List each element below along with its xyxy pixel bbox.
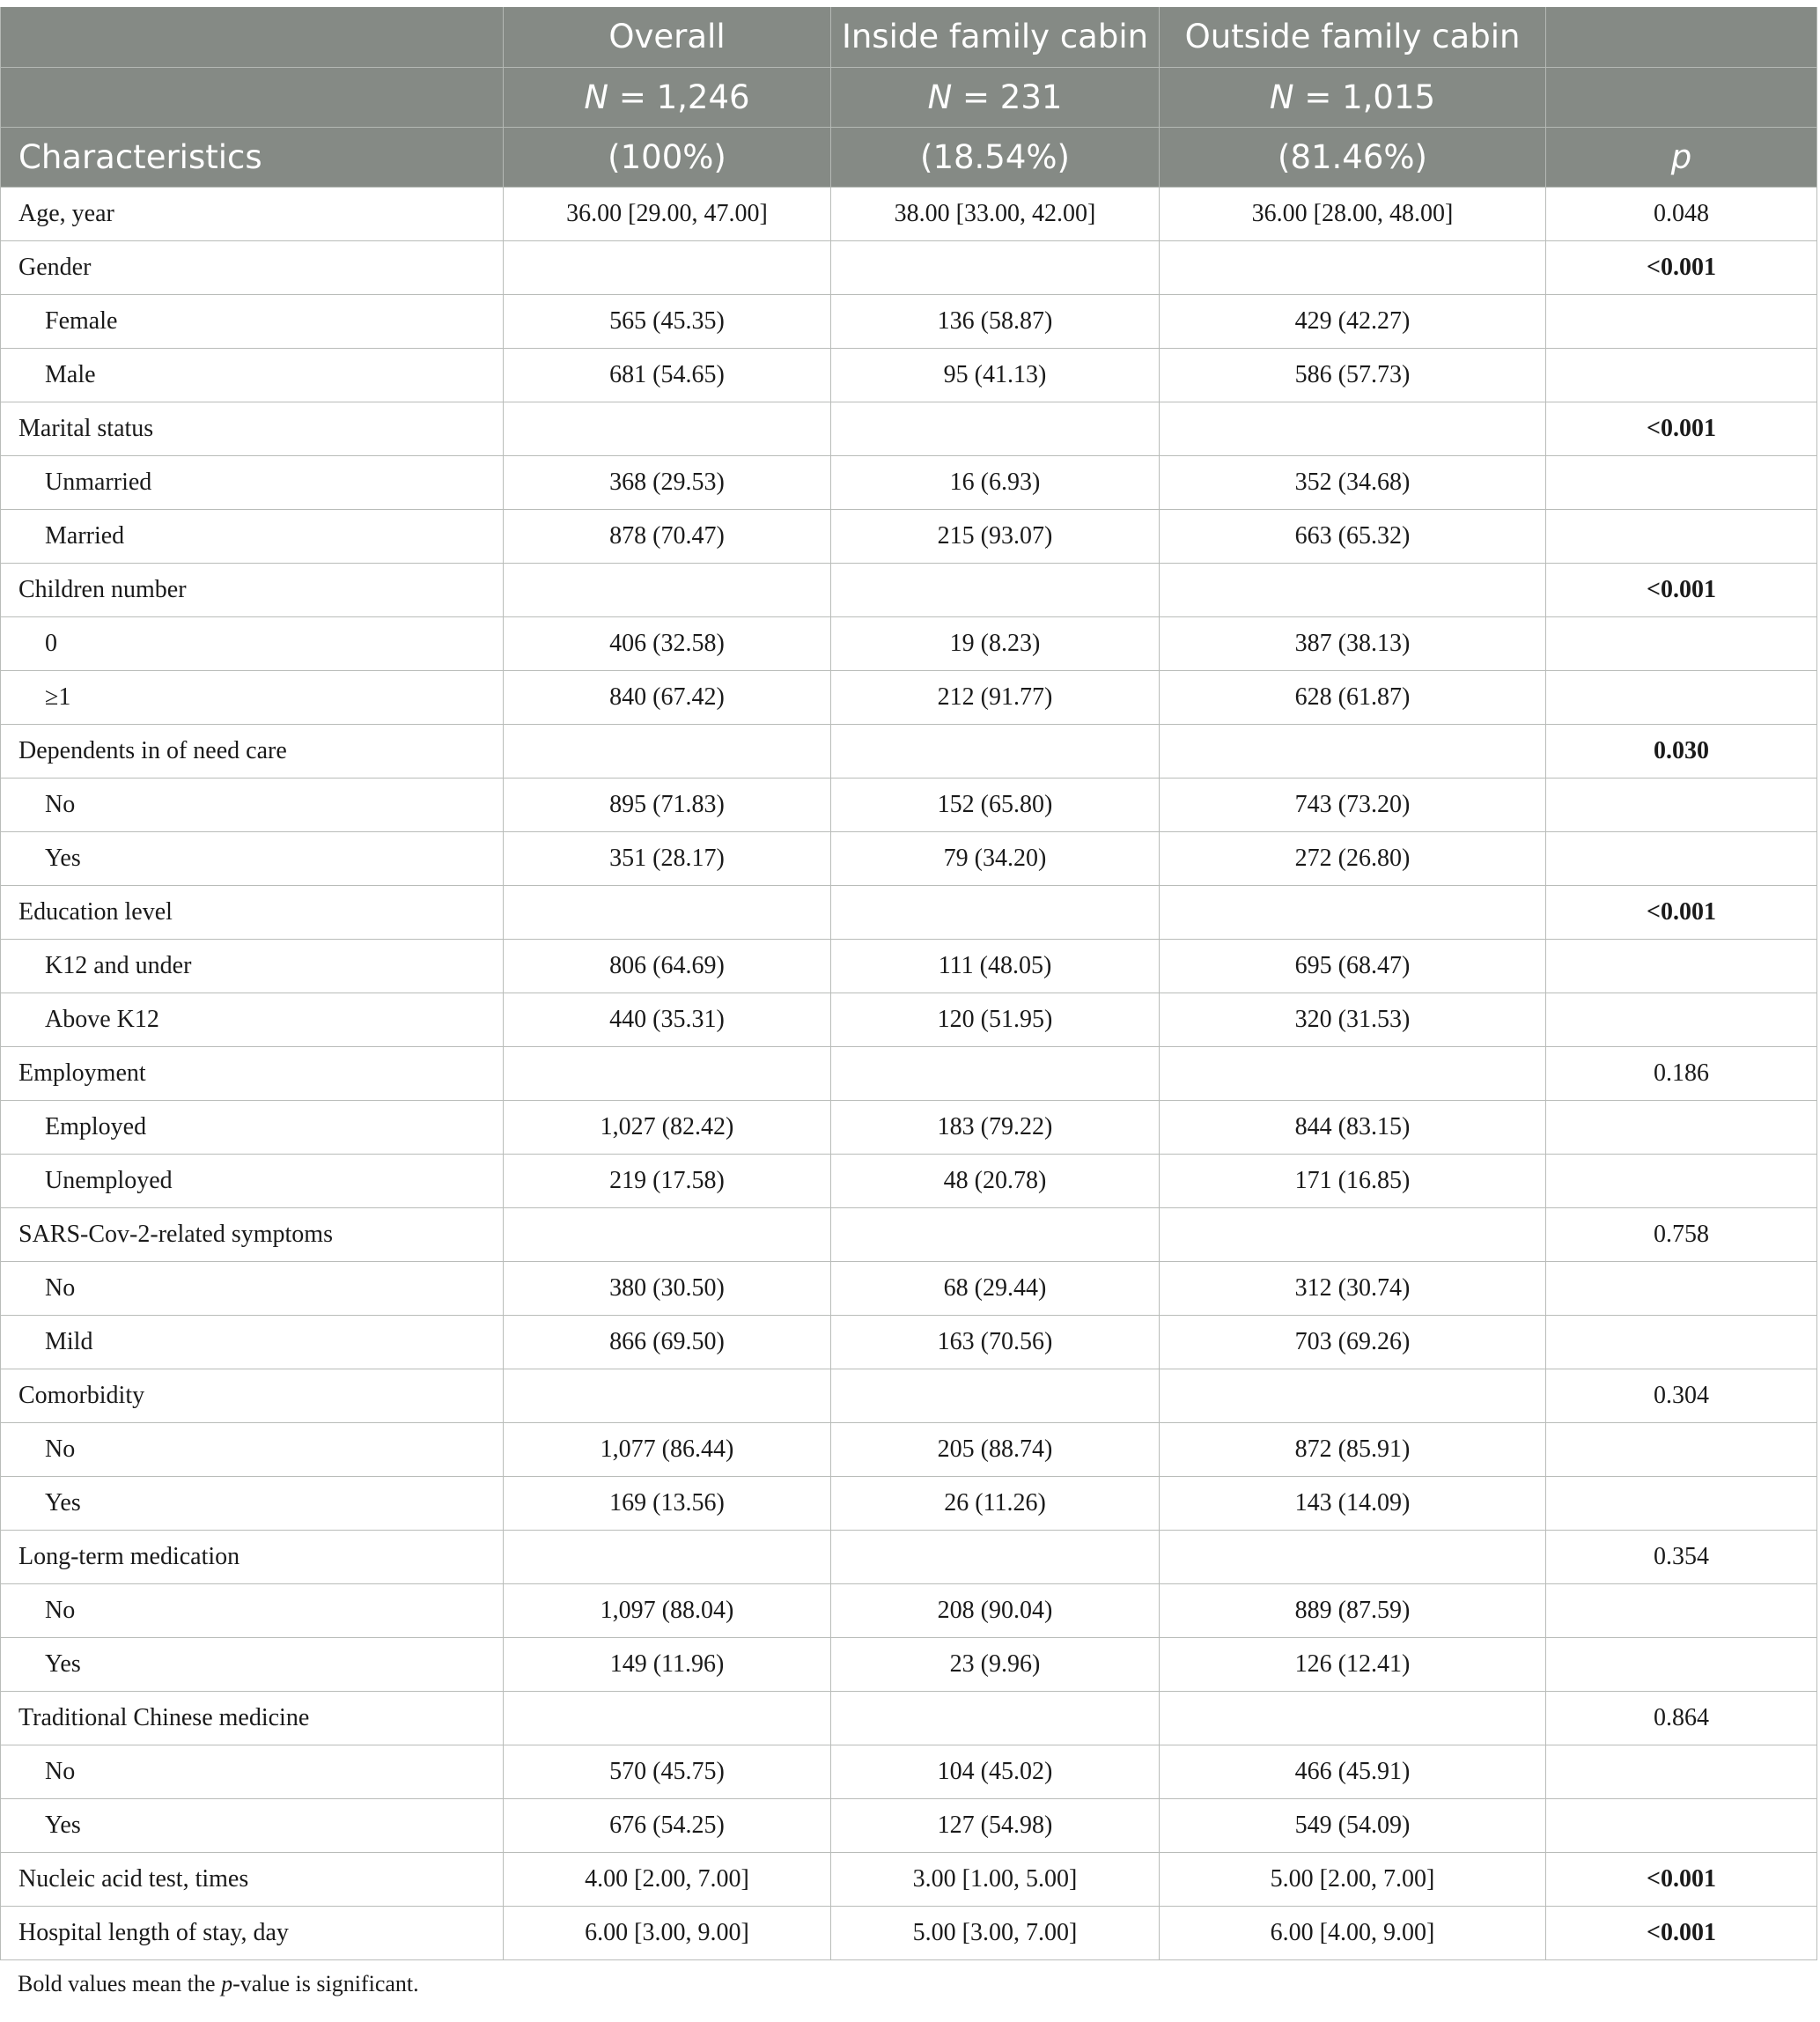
cell-overall: 351 (28.17) [504, 831, 831, 885]
cell-p-value [1546, 1100, 1817, 1154]
cell-p-value [1546, 294, 1817, 348]
cell-p-value [1546, 1315, 1817, 1369]
header-n-outside [1160, 67, 1546, 127]
header-pct-outside: (81.46%) [1160, 127, 1546, 187]
cell-outside [1160, 724, 1546, 778]
cell-outside [1160, 1691, 1546, 1745]
table-subrow [1, 670, 1817, 724]
cell-outside: 586 (57.73) [1160, 348, 1546, 402]
cell-outside: 126 (12.41) [1160, 1637, 1546, 1691]
cell-overall: 806 (64.69) [504, 939, 831, 993]
cell-characteristic: No [1, 1745, 504, 1798]
cell-inside: 5.00 [3.00, 7.00] [831, 1906, 1160, 1959]
cell-overall: 368 (29.53) [504, 455, 831, 509]
header-outside: Outside family cabin [1160, 7, 1546, 67]
cell-overall: 1,097 (88.04) [504, 1583, 831, 1637]
header-p-value [1546, 127, 1817, 187]
cell-inside: 19 (8.23) [831, 616, 1160, 670]
cell-outside: 549 (54.09) [1160, 1798, 1546, 1852]
cell-characteristic: Hospital length of stay, day [1, 1906, 504, 1959]
cell-overall [504, 1691, 831, 1745]
cell-characteristic: 0 [1, 616, 504, 670]
cell-inside: 3.00 [1.00, 5.00] [831, 1852, 1160, 1906]
footnote-italic: p [221, 1971, 233, 1996]
cell-inside: 208 (90.04) [831, 1583, 1160, 1637]
table-row [1, 885, 1817, 939]
table-subrow [1, 1154, 1817, 1207]
table-subrow [1, 1261, 1817, 1315]
cell-p-value: <0.001 [1546, 885, 1817, 939]
cell-outside: 352 (34.68) [1160, 455, 1546, 509]
cell-overall: 1,027 (82.42) [504, 1100, 831, 1154]
cell-p-value [1546, 1261, 1817, 1315]
header-characteristics: Characteristics [1, 127, 504, 187]
cell-characteristic: No [1, 778, 504, 831]
header-row-groups [1, 7, 1817, 67]
header-row-pct [1, 127, 1817, 187]
header-empty [1, 7, 504, 67]
cell-p-value: 0.304 [1546, 1369, 1817, 1422]
cell-overall [504, 885, 831, 939]
cell-overall [504, 563, 831, 616]
cell-outside: 429 (42.27) [1160, 294, 1546, 348]
cell-p-value: 0.186 [1546, 1046, 1817, 1100]
cell-characteristic: Age, year [1, 187, 504, 240]
cell-p-value [1546, 1798, 1817, 1852]
cell-p-value [1546, 1476, 1817, 1530]
cell-overall: 406 (32.58) [504, 616, 831, 670]
n-value: = 1,015 [1293, 77, 1436, 116]
cell-outside: 844 (83.15) [1160, 1100, 1546, 1154]
cell-p-value: <0.001 [1546, 1906, 1817, 1959]
table-row [1, 1906, 1817, 1959]
cell-overall: 4.00 [2.00, 7.00] [504, 1852, 831, 1906]
cell-inside: 68 (29.44) [831, 1261, 1160, 1315]
cell-p-value [1546, 939, 1817, 993]
cell-outside: 6.00 [4.00, 9.00] [1160, 1906, 1546, 1959]
cell-overall: 570 (45.75) [504, 1745, 831, 1798]
table-subrow [1, 455, 1817, 509]
cell-overall [504, 1046, 831, 1100]
cell-inside [831, 563, 1160, 616]
header-n-inside [831, 67, 1160, 127]
cell-p-value [1546, 1154, 1817, 1207]
table-body [1, 187, 1817, 1959]
cell-inside: 23 (9.96) [831, 1637, 1160, 1691]
header-pct-inside: (18.54%) [831, 127, 1160, 187]
cell-p-value [1546, 455, 1817, 509]
cell-inside [831, 1207, 1160, 1261]
cell-inside [831, 1530, 1160, 1583]
cell-inside [831, 1046, 1160, 1100]
cell-p-value [1546, 670, 1817, 724]
cell-outside: 889 (87.59) [1160, 1583, 1546, 1637]
cell-inside: 120 (51.95) [831, 993, 1160, 1046]
table-subrow [1, 1745, 1817, 1798]
cell-inside: 111 (48.05) [831, 939, 1160, 993]
cell-p-value [1546, 1422, 1817, 1476]
cell-inside [831, 240, 1160, 294]
cell-inside: 136 (58.87) [831, 294, 1160, 348]
cell-characteristic: Male [1, 348, 504, 402]
n-value: = 1,246 [608, 77, 750, 116]
cell-inside: 38.00 [33.00, 42.00] [831, 187, 1160, 240]
cell-p-value [1546, 993, 1817, 1046]
cell-characteristic: No [1, 1583, 504, 1637]
header-p-empty [1546, 7, 1817, 67]
cell-characteristic: Employed [1, 1100, 504, 1154]
cell-outside [1160, 563, 1546, 616]
cell-overall [504, 724, 831, 778]
cell-characteristic: Mild [1, 1315, 504, 1369]
cell-inside: 215 (93.07) [831, 509, 1160, 563]
cell-overall: 149 (11.96) [504, 1637, 831, 1691]
header-n-overall [504, 67, 831, 127]
cell-characteristic: SARS-Cov-2-related symptoms [1, 1207, 504, 1261]
cell-p-value: 0.048 [1546, 187, 1817, 240]
cell-inside: 152 (65.80) [831, 778, 1160, 831]
table-subrow [1, 348, 1817, 402]
cell-p-value: 0.758 [1546, 1207, 1817, 1261]
cell-outside [1160, 885, 1546, 939]
cell-outside: 466 (45.91) [1160, 1745, 1546, 1798]
footnote-before: Bold values mean the [18, 1971, 222, 1996]
cell-outside [1160, 1530, 1546, 1583]
cell-outside: 387 (38.13) [1160, 616, 1546, 670]
table-row [1, 187, 1817, 240]
cell-p-value [1546, 348, 1817, 402]
cell-p-value [1546, 616, 1817, 670]
cell-overall: 380 (30.50) [504, 1261, 831, 1315]
cell-p-value: <0.001 [1546, 563, 1817, 616]
cell-inside: 212 (91.77) [831, 670, 1160, 724]
cell-characteristic: Yes [1, 1637, 504, 1691]
cell-overall [504, 240, 831, 294]
table-subrow [1, 1315, 1817, 1369]
cell-characteristic: Traditional Chinese medicine [1, 1691, 504, 1745]
table-row [1, 1369, 1817, 1422]
cell-p-value: 0.030 [1546, 724, 1817, 778]
table-subrow [1, 509, 1817, 563]
cell-characteristic: Unmarried [1, 455, 504, 509]
cell-characteristic: Yes [1, 1798, 504, 1852]
cell-p-value: <0.001 [1546, 1852, 1817, 1906]
table-subrow [1, 616, 1817, 670]
cell-outside: 872 (85.91) [1160, 1422, 1546, 1476]
cell-overall: 866 (69.50) [504, 1315, 831, 1369]
cell-overall: 878 (70.47) [504, 509, 831, 563]
header-overall: Overall [504, 7, 831, 67]
cell-characteristic: Yes [1, 831, 504, 885]
cell-overall: 895 (71.83) [504, 778, 831, 831]
cell-p-value [1546, 1583, 1817, 1637]
cell-overall: 676 (54.25) [504, 1798, 831, 1852]
table-subrow [1, 778, 1817, 831]
footnote [18, 1971, 419, 1997]
n-value: = 231 [952, 77, 1063, 116]
cell-outside: 5.00 [2.00, 7.00] [1160, 1852, 1546, 1906]
cell-characteristic: K12 and under [1, 939, 504, 993]
table-subrow [1, 831, 1817, 885]
table-row [1, 563, 1817, 616]
cell-characteristic: Marital status [1, 402, 504, 455]
cell-inside: 127 (54.98) [831, 1798, 1160, 1852]
table-row [1, 1691, 1817, 1745]
cell-outside: 695 (68.47) [1160, 939, 1546, 993]
cell-p-value: <0.001 [1546, 240, 1817, 294]
table-row [1, 1530, 1817, 1583]
cell-overall: 440 (35.31) [504, 993, 831, 1046]
cell-outside [1160, 1369, 1546, 1422]
cell-characteristic: Female [1, 294, 504, 348]
cell-characteristic: Children number [1, 563, 504, 616]
table-subrow [1, 993, 1817, 1046]
table-subrow [1, 294, 1817, 348]
cell-characteristic: Yes [1, 1476, 504, 1530]
cell-p-value [1546, 778, 1817, 831]
cell-inside: 95 (41.13) [831, 348, 1160, 402]
cell-inside: 163 (70.56) [831, 1315, 1160, 1369]
cell-overall: 565 (45.35) [504, 294, 831, 348]
table-subrow [1, 1583, 1817, 1637]
cell-p-value [1546, 509, 1817, 563]
cell-outside [1160, 402, 1546, 455]
table-subrow [1, 1422, 1817, 1476]
cell-characteristic: No [1, 1261, 504, 1315]
header-row-n [1, 67, 1817, 127]
header-n-empty [1, 67, 504, 127]
table-subrow [1, 1476, 1817, 1530]
table-subrow [1, 939, 1817, 993]
cell-characteristic: Unemployed [1, 1154, 504, 1207]
cell-p-value [1546, 1637, 1817, 1691]
cell-overall: 681 (54.65) [504, 348, 831, 402]
cell-outside: 320 (31.53) [1160, 993, 1546, 1046]
cell-inside [831, 724, 1160, 778]
cell-outside: 628 (61.87) [1160, 670, 1546, 724]
cell-outside: 36.00 [28.00, 48.00] [1160, 187, 1546, 240]
cell-inside [831, 402, 1160, 455]
cell-characteristic: Education level [1, 885, 504, 939]
cell-inside [831, 885, 1160, 939]
cell-outside [1160, 240, 1546, 294]
cell-inside [831, 1691, 1160, 1745]
cell-p-value: 0.354 [1546, 1530, 1817, 1583]
cell-overall [504, 1530, 831, 1583]
cell-overall: 840 (67.42) [504, 670, 831, 724]
table-row [1, 240, 1817, 294]
cell-overall: 169 (13.56) [504, 1476, 831, 1530]
characteristics-table [0, 7, 1817, 1960]
cell-overall: 219 (17.58) [504, 1154, 831, 1207]
header-n-p-empty [1546, 67, 1817, 127]
n-symbol: N [927, 77, 953, 116]
cell-characteristic: Above K12 [1, 993, 504, 1046]
header-inside: Inside family cabin [831, 7, 1160, 67]
cell-overall [504, 1207, 831, 1261]
cell-outside: 312 (30.74) [1160, 1261, 1546, 1315]
cell-characteristic: Gender [1, 240, 504, 294]
n-symbol: N [1269, 77, 1294, 116]
cell-characteristic: Married [1, 509, 504, 563]
table-row [1, 1046, 1817, 1100]
cell-outside: 743 (73.20) [1160, 778, 1546, 831]
cell-overall: 36.00 [29.00, 47.00] [504, 187, 831, 240]
table-header [1, 7, 1817, 187]
cell-outside [1160, 1046, 1546, 1100]
cell-overall: 1,077 (86.44) [504, 1422, 831, 1476]
cell-characteristic: No [1, 1422, 504, 1476]
table-row [1, 724, 1817, 778]
table-row [1, 1207, 1817, 1261]
footnote-after: -value is significant. [232, 1971, 419, 1996]
cell-p-value [1546, 1745, 1817, 1798]
cell-inside: 48 (20.78) [831, 1154, 1160, 1207]
cell-characteristic: Employment [1, 1046, 504, 1100]
cell-characteristic: Long-term medication [1, 1530, 504, 1583]
cell-characteristic: Dependents in of need care [1, 724, 504, 778]
table-subrow [1, 1100, 1817, 1154]
cell-overall [504, 402, 831, 455]
header-pct-overall: (100%) [504, 127, 831, 187]
cell-overall: 6.00 [3.00, 9.00] [504, 1906, 831, 1959]
cell-p-value: 0.864 [1546, 1691, 1817, 1745]
cell-characteristic: ≥1 [1, 670, 504, 724]
cell-p-value [1546, 831, 1817, 885]
table-subrow [1, 1798, 1817, 1852]
cell-outside: 663 (65.32) [1160, 509, 1546, 563]
n-symbol: N [584, 77, 609, 116]
cell-characteristic: Comorbidity [1, 1369, 504, 1422]
cell-inside: 183 (79.22) [831, 1100, 1160, 1154]
cell-outside: 143 (14.09) [1160, 1476, 1546, 1530]
cell-inside: 104 (45.02) [831, 1745, 1160, 1798]
cell-inside: 79 (34.20) [831, 831, 1160, 885]
cell-inside: 205 (88.74) [831, 1422, 1160, 1476]
cell-outside [1160, 1207, 1546, 1261]
table-row [1, 1852, 1817, 1906]
p-symbol: p [1670, 137, 1692, 176]
cell-overall [504, 1369, 831, 1422]
cell-outside: 703 (69.26) [1160, 1315, 1546, 1369]
table-subrow [1, 1637, 1817, 1691]
cell-outside: 272 (26.80) [1160, 831, 1546, 885]
cell-p-value: <0.001 [1546, 402, 1817, 455]
cell-outside: 171 (16.85) [1160, 1154, 1546, 1207]
cell-inside [831, 1369, 1160, 1422]
cell-inside: 16 (6.93) [831, 455, 1160, 509]
table-row [1, 402, 1817, 455]
cell-characteristic: Nucleic acid test, times [1, 1852, 504, 1906]
cell-inside: 26 (11.26) [831, 1476, 1160, 1530]
